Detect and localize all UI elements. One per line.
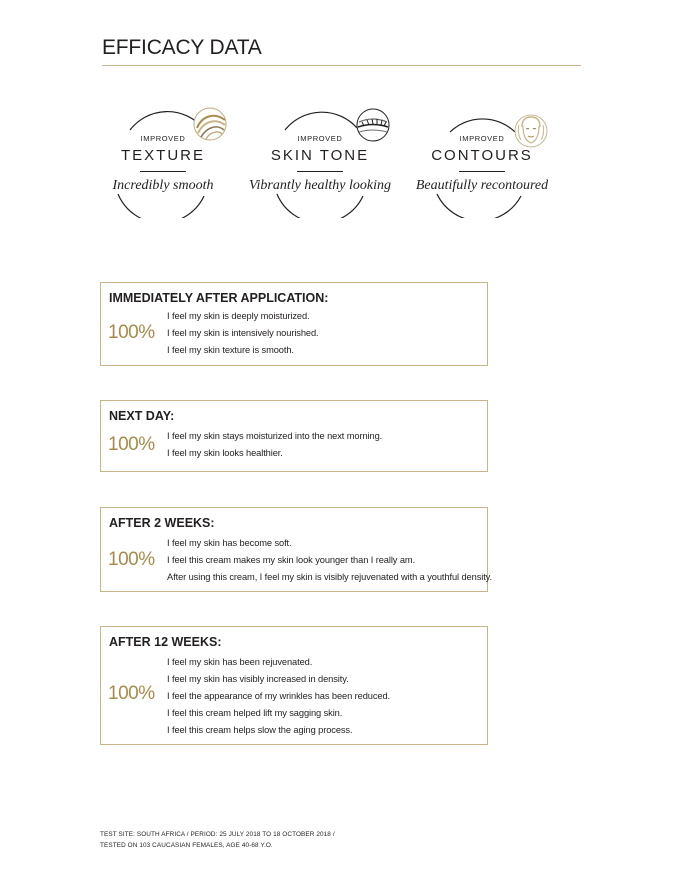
section-after-12-weeks [100,626,488,745]
section-heading: NEXT DAY: [109,409,175,423]
statement: I feel this cream helps slow the aging process. [167,725,353,735]
section-percent: 100% [108,683,155,704]
badge-big-label: TEXTURE [120,147,205,164]
statement: I feel my skin stays moisturized into the next morning. [167,431,383,441]
badge-tagline: Incredibly smooth [112,178,214,193]
statement: I feel the appearance of my wrinkles has been reduced. [167,691,391,701]
statement: After using this cream, I feel my skin is visibly rejuvenated with a youthful density. [167,572,493,582]
statement: I feel my skin is deeply moisturized. [167,311,310,321]
skin-layers-icon [355,107,391,143]
statement-list [167,308,319,359]
face-icon [513,113,549,149]
statement: I feel this cream makes my skin look younger than I really am. [167,555,416,565]
statement: I feel this cream helped lift my sagging skin. [167,708,343,718]
section-heading: AFTER 12 WEEKS: [109,635,222,649]
badge-tagline: Vibrantly healthy looking [248,178,392,193]
statement: I feel my skin is intensively nourished. [167,328,319,338]
page-title: EFFICACY DATA [102,36,262,59]
section-percent: 100% [108,322,155,343]
section-next-day [100,400,488,472]
statement: I feel my skin has visibly increased in density. [167,674,349,684]
badge-texture [78,108,248,218]
swirl-hair-icon [192,106,228,142]
badge-rule [140,171,186,172]
statement: I feel my skin texture is smooth. [167,345,294,355]
section-immediately [100,282,488,366]
badge-rule [297,171,343,172]
statement: I feel my skin has been rejuvenated. [167,657,313,667]
badge-small-label: IMPROVED [297,134,343,143]
badge-small-label: IMPROVED [140,134,186,143]
test-footnote [100,829,335,851]
badge-small-label: IMPROVED [459,134,505,143]
title-divider [102,65,581,66]
section-after-2-weeks [100,507,493,592]
section-percent: 100% [108,434,155,455]
section-heading: IMMEDIATELY AFTER APPLICATION: [109,291,329,305]
section-percent: 100% [108,549,155,570]
badge-big-label: SKIN TONE [270,147,370,164]
badge-contours [397,108,567,218]
badge-big-label: CONTOURS [431,147,533,164]
statement-list [167,428,382,462]
badge-skin-tone [235,108,405,218]
statement: I feel my skin has become soft. [167,538,292,548]
statement-list [167,654,390,739]
footnote-line: TEST SITE: SOUTH AFRICA / PERIOD: 25 JULY 2018 TO 18 OCTOBER 2018 / [100,831,335,838]
badge-rule [459,171,505,172]
statement-list [167,535,492,586]
section-heading: AFTER 2 WEEKS: [109,516,215,530]
badge-tagline: Beautifully recontoured [415,178,549,193]
footnote-line: TESTED ON 103 CAUCASIAN FEMALES, AGE 40-68 Y.O. [100,842,273,849]
statement: I feel my skin looks healthier. [167,448,283,458]
